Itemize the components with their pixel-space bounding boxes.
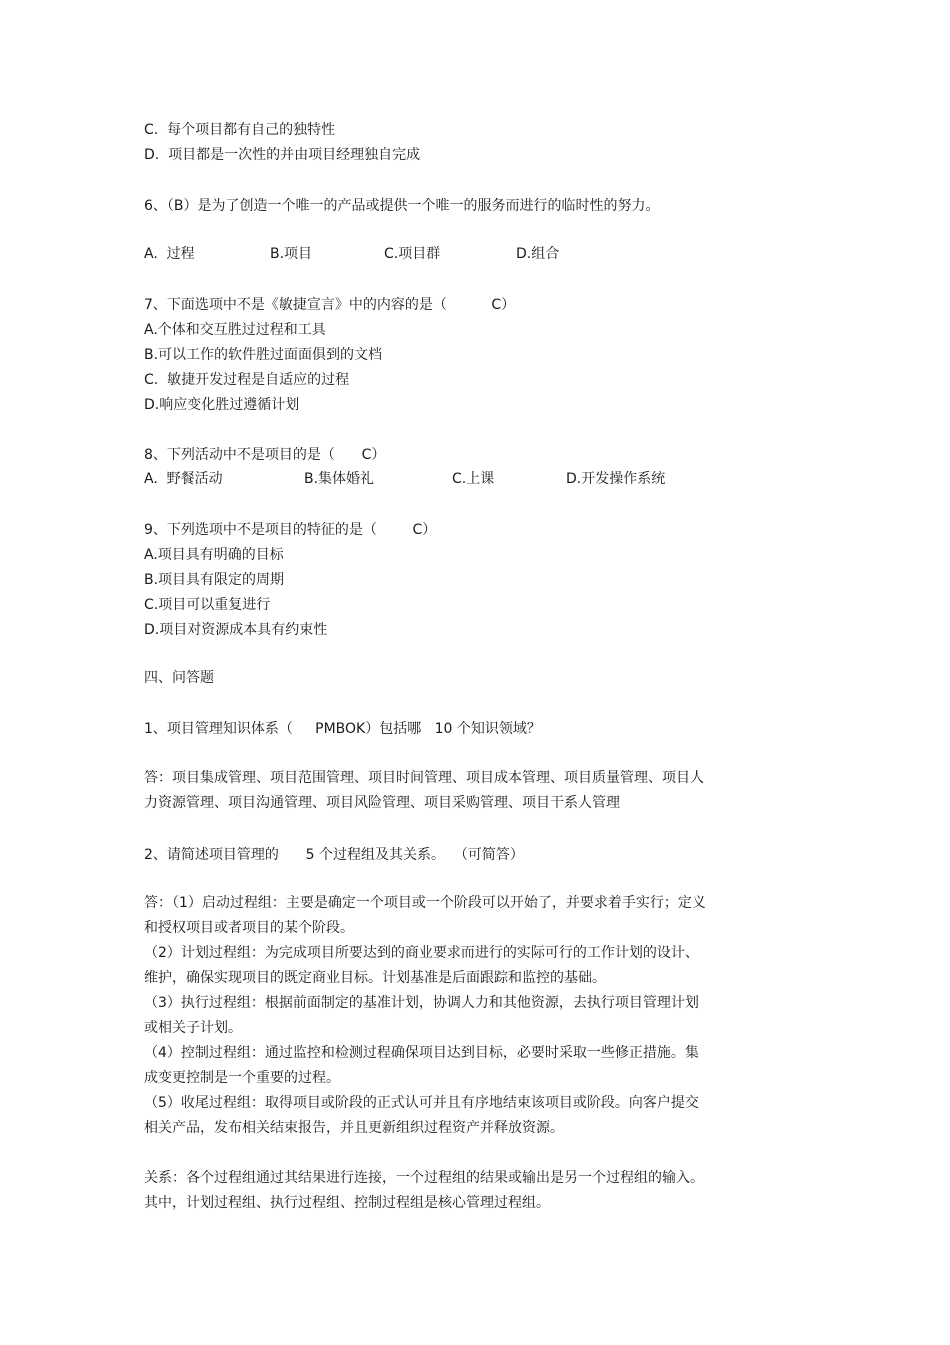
q6-question: 6、（B）是为了创造一个唯一的产品或提供一个唯一的服务而进行的临时性的努力。 [144,198,660,214]
qa2-answer-line8: 成变更控制是一个重要的过程。 [144,1070,340,1086]
qa1-answer-line1: 答：项目集成管理、项目范围管理、项目时间管理、项目成本管理、项目质量管理、项目人 [144,770,704,786]
q8-option-b: B.集体婚礼 [304,471,375,487]
qa2-answer-line6: 或相关子计划。 [144,1020,242,1036]
qa2-relation-line2: 其中，计划过程组、执行过程组、控制过程组是核心管理过程组。 [144,1195,550,1211]
q5-option-d: D. 项目都是一次性的并由项目经理独自完成 [144,147,421,163]
qa2-answer-line10: 相关产品，发布相关结束报告，并且更新组织过程资产并释放资源。 [144,1120,564,1136]
qa2-answer-line5: （3）执行过程组：根据前面制定的基准计划，协调人力和其他资源，去执行项目管理计划 [144,995,699,1011]
q8-option-c: C.上课 [452,471,495,487]
q7-option-c: C. 敏捷开发过程是自适应的过程 [144,372,350,388]
q8-question: 8、下列活动中不是项目的是（ C） [144,447,386,463]
qa1-answer-line2: 力资源管理、项目沟通管理、项目风险管理、项目采购管理、项目干系人管理 [144,795,620,811]
q9-question: 9、下列选项中不是项目的特征的是（ C） [144,522,437,538]
q5-option-c: C. 每个项目都有自己的独特性 [144,122,336,138]
qa2-answer-line7: （4）控制过程组：通过监控和检测过程确保项目达到目标，必要时采取一些修正措施。集 [144,1045,699,1061]
q8-option-a: A. 野餐活动 [144,471,223,487]
q6-option-b: B.项目 [270,246,313,262]
q7-option-b: B.可以工作的软件胜过面面俱到的文档 [144,347,383,363]
q6-option-c: C.项目群 [384,246,441,262]
q7-option-d: D.响应变化胜过遵循计划 [144,397,300,413]
q6-option-a: A. 过程 [144,246,195,262]
qa2-answer-line4: 维护，确保实现项目的既定商业目标。计划基准是后面跟踪和监控的基础。 [144,970,606,986]
qa2-relation-line1: 关系：各个过程组通过其结果进行连接，一个过程组的结果或输出是另一个过程组的输入。 [144,1170,704,1186]
q8-option-d: D.开发操作系统 [566,471,666,487]
qa2-answer-line3: （2）计划过程组：为完成项目所要达到的商业要求而进行的实际可行的工作计划的设计、 [144,945,699,961]
q9-option-d: D.项目对资源成本具有约束性 [144,622,328,638]
q9-option-a: A.项目具有明确的目标 [144,547,284,563]
section-heading: 四、问答题 [144,670,214,686]
qa1-question: 1、项目管理知识体系（ PMBOK）包括哪 10 个知识领域？ [144,721,541,737]
q6-option-d: D.组合 [516,246,560,262]
q7-option-a: A.个体和交互胜过过程和工具 [144,322,326,338]
qa2-answer-line1: 答：（1）启动过程组：主要是确定一个项目或一个阶段可以开始了，并要求着手实行；定义 [144,895,706,911]
qa2-answer-line2: 和授权项目或者项目的某个阶段。 [144,920,354,936]
qa2-answer-line9: （5）收尾过程组：取得项目或阶段的正式认可并且有序地结束该项目或阶段。向客户提交 [144,1095,699,1111]
q9-option-c: C.项目可以重复进行 [144,597,271,613]
q7-question: 7、下面选项中不是《敏捷宣言》中的内容的是（ C） [144,297,516,313]
q9-option-b: B.项目具有限定的周期 [144,572,285,588]
qa2-question: 2、请简述项目管理的 5 个过程组及其关系。 （可简答） [144,847,524,863]
